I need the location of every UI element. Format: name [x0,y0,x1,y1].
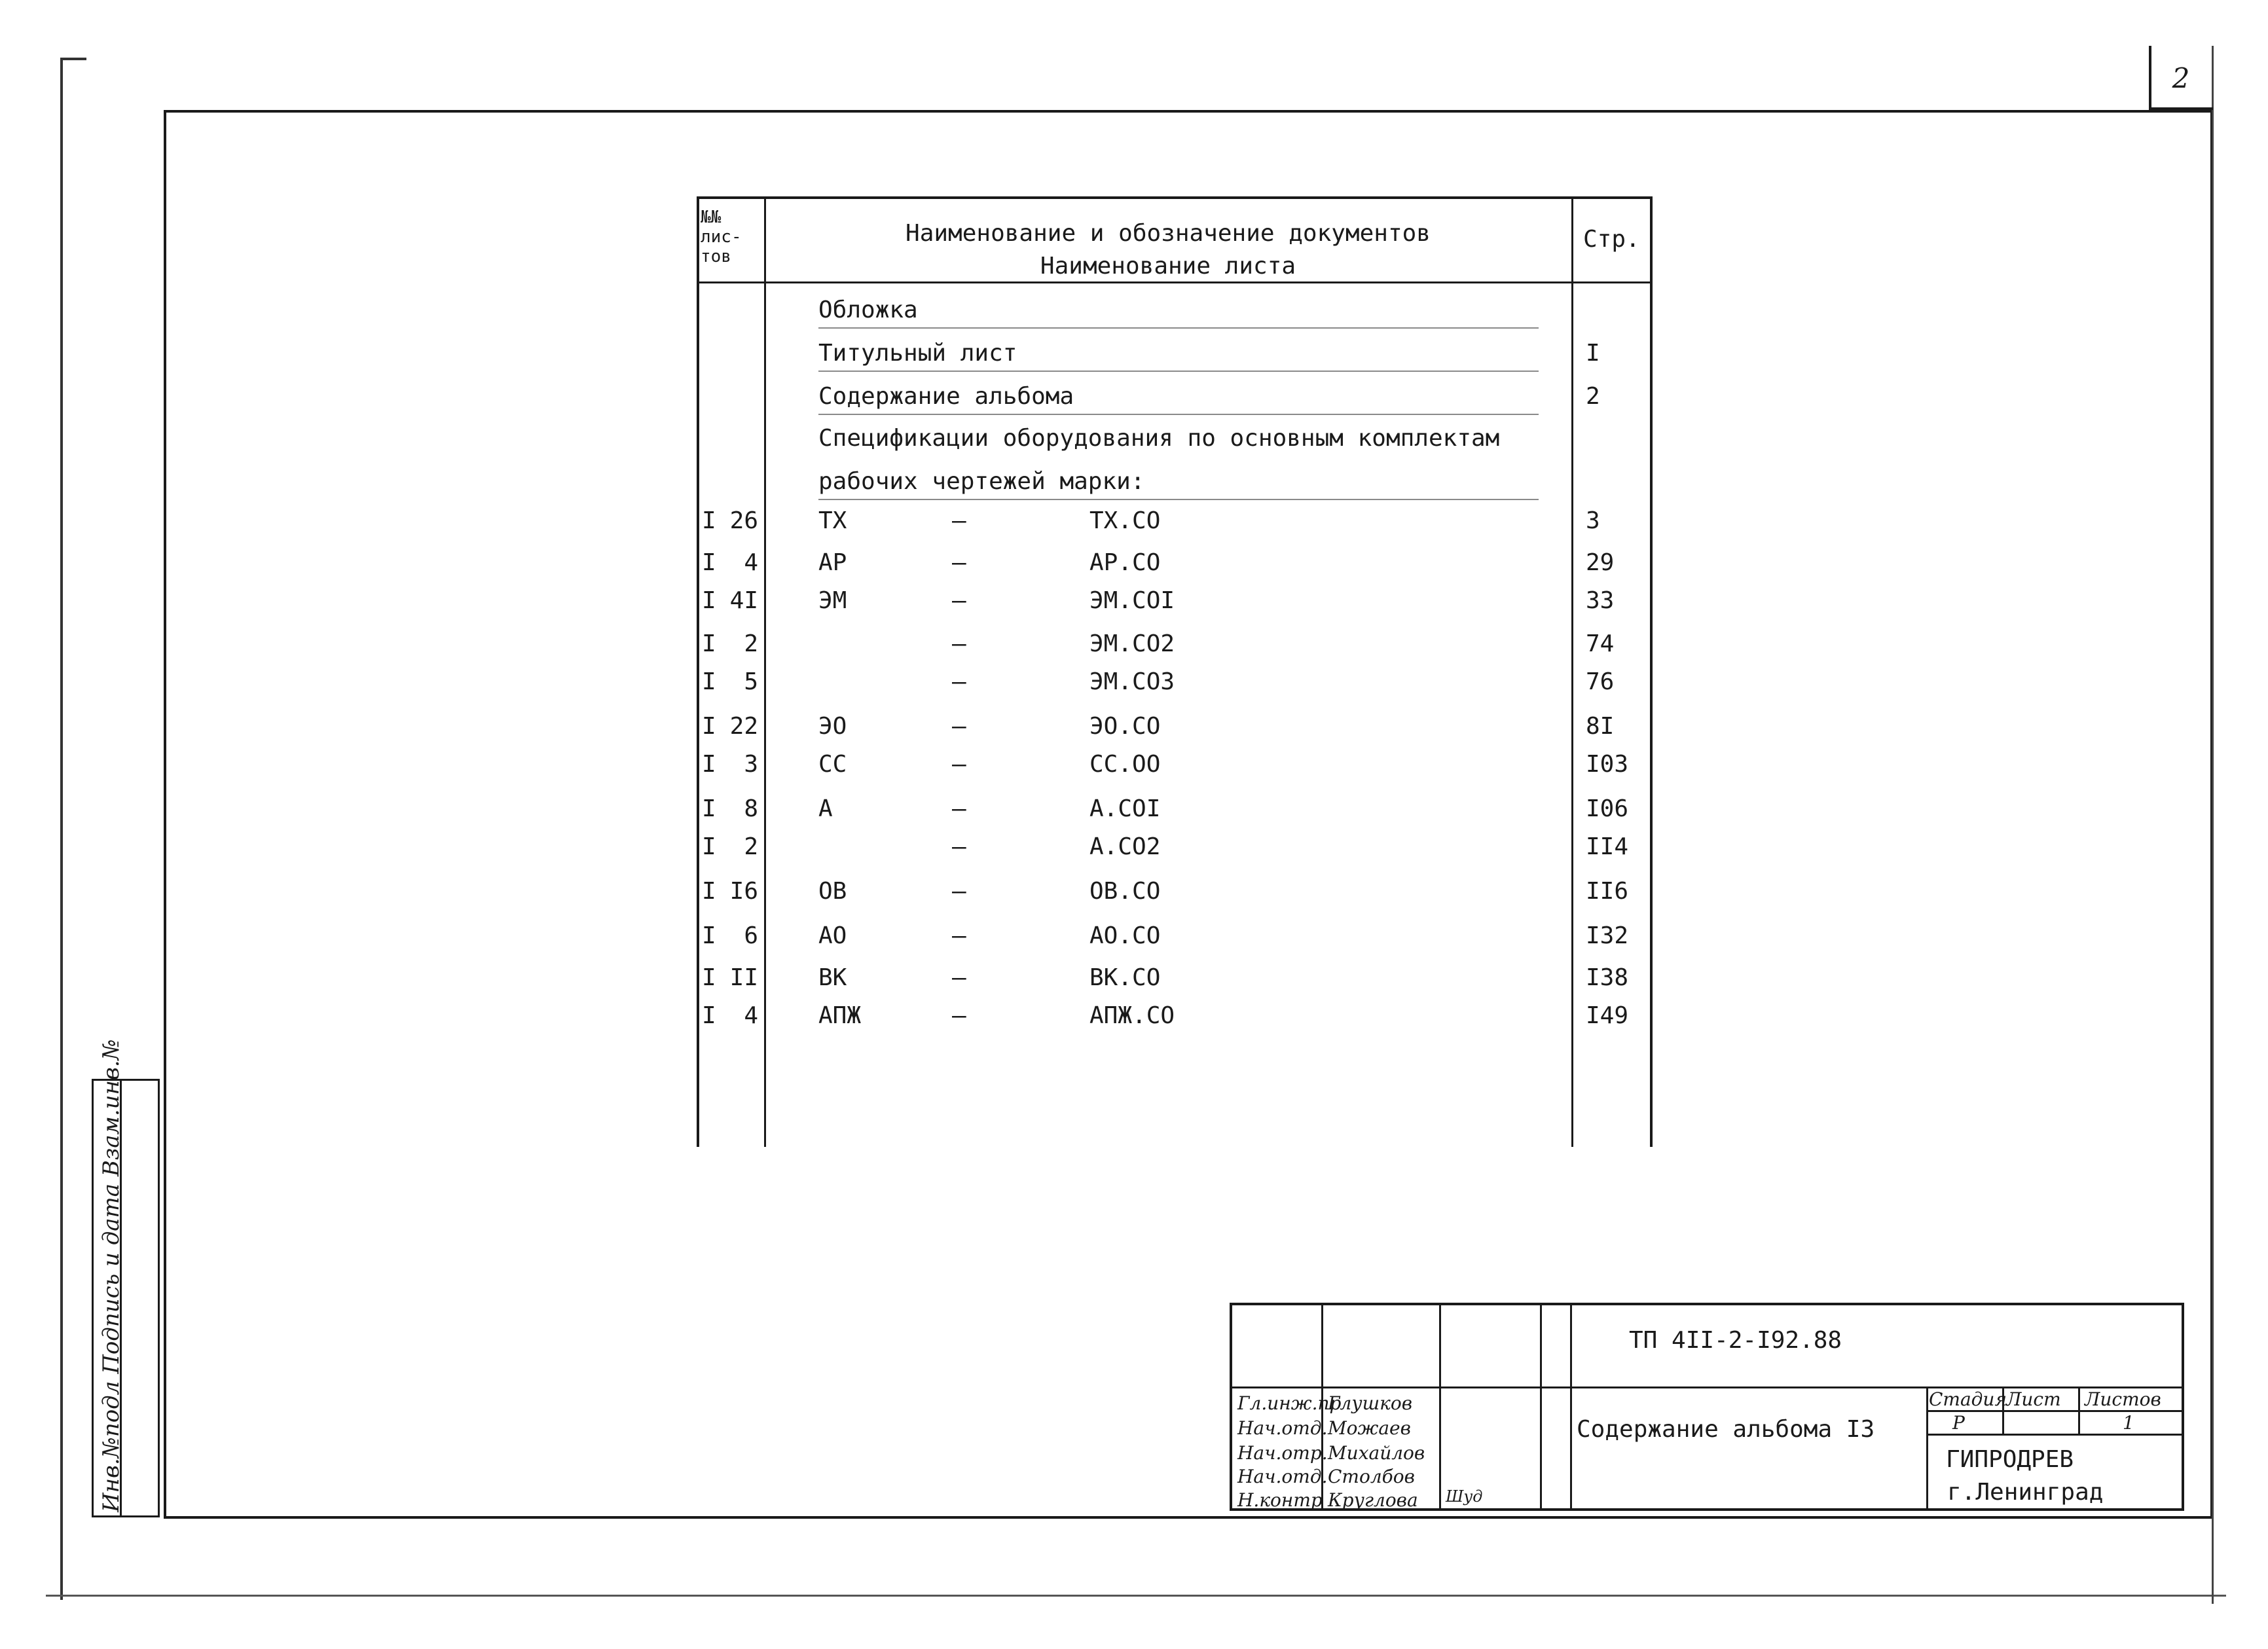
tb-rule [1926,1410,2184,1412]
row-code: ЭО.СО [1089,713,1161,740]
row-dash: – [952,630,966,657]
tb-divider [1439,1305,1441,1508]
row-code: АПЖ.СО [1089,1002,1175,1029]
row-first-sheet: I [702,713,716,740]
tb-rule [1926,1434,2184,1436]
document-title: Содержание альбома I3 [1577,1416,1875,1443]
row-code: А.СО2 [1089,833,1161,860]
row-dash: – [952,668,966,695]
row-sheet-count: 2 [744,630,758,657]
tb-divider [1926,1386,1928,1511]
sheet-label: Лист [2006,1388,2061,1410]
row-dash: – [952,878,966,905]
row-page: I06 [1586,795,1629,822]
row-page: II6 [1586,878,1629,905]
row-first-sheet: I [702,668,716,695]
row-sheet-count: 3 [744,751,758,778]
row-dash: – [952,507,966,534]
row-sheet-count: 26 [729,507,758,534]
row-mark: А [818,795,833,822]
row-page: I38 [1586,964,1629,991]
row-sheet-count: 2 [744,833,758,860]
row-page: I32 [1586,922,1629,949]
row-page: 33 [1586,587,1615,614]
side-stamp-label: Инв.№подл Подпись и дата Взам.инв.№ [98,1039,124,1512]
row-page: I03 [1586,751,1629,778]
role-title: Н.контр [1237,1489,1323,1511]
header-name-line1: Наименование и обозначение документов [905,220,1431,247]
top-margin-tick [60,58,86,60]
bottom-margin-line [46,1595,2226,1597]
intro-row-page: 2 [1586,383,1600,410]
tb-divider [2078,1386,2080,1434]
header-sheets-col [701,208,742,267]
row-sheet-count: 4 [744,1002,758,1029]
row-sheet-count: 5 [744,668,758,695]
row-page: 76 [1586,668,1615,695]
row-page: 8I [1586,713,1615,740]
table-col-divider [764,199,766,1147]
row-sheet-count: 8 [744,795,758,822]
table-col-divider [1571,199,1573,1147]
row-code: АО.СО [1089,922,1161,949]
left-margin-line [60,58,63,1600]
row-underline [818,327,1539,329]
header-sheets-line: лис- [701,227,742,247]
signature: Шуд [1446,1487,1483,1506]
row-first-sheet: I [702,964,716,991]
row-first-sheet: I [702,587,716,614]
role-person: Можаев [1328,1417,1411,1439]
role-title: Гл.инж.пр [1237,1392,1342,1414]
header-page-col: Стр. [1583,226,1640,253]
stage-value: Р [1952,1412,1965,1434]
role-title: Нач.отр. [1237,1442,1328,1464]
intro-row-name: Содержание альбома [818,383,1074,410]
row-sheet-count: 22 [729,713,758,740]
row-dash: – [952,795,966,822]
row-sheet-count: 4 [744,549,758,576]
right-margin-line [2212,46,2214,1604]
row-code: АР.СО [1089,549,1161,576]
row-dash: – [952,833,966,860]
contents-table [697,196,1653,1147]
row-page: I49 [1586,1002,1629,1029]
row-page: 3 [1586,507,1600,534]
row-mark: АР [818,549,847,576]
row-dash: – [952,713,966,740]
row-first-sheet: I [702,630,716,657]
row-first-sheet: I [702,507,716,534]
row-code: ЭМ.СО3 [1089,668,1175,695]
row-code: ТХ.СО [1089,507,1161,534]
row-mark: СС [818,751,847,778]
organization-city: г.Ленинград [1947,1479,2104,1506]
row-mark: ВК [818,964,847,991]
row-sheet-count: 6 [744,922,758,949]
row-mark: ЭМ [818,587,847,614]
row-mark: АО [818,922,847,949]
title-block [1230,1303,2184,1511]
header-sheets-line: №№ [701,208,722,227]
header-name-col [765,217,1571,283]
role-title: Нач.отд. [1237,1417,1328,1439]
row-first-sheet: I [702,751,716,778]
row-first-sheet: I [702,833,716,860]
row-code: ОВ.СО [1089,878,1161,905]
header-sheets-line: тов [701,246,731,266]
row-first-sheet: I [702,922,716,949]
sheets-value: 1 [2123,1412,2134,1434]
intro-row-name: рабочих чертежей марки: [818,468,1145,495]
row-first-sheet: I [702,549,716,576]
row-first-sheet: I [702,795,716,822]
row-page: 29 [1586,549,1615,576]
row-code: ЭМ.СОI [1089,587,1175,614]
intro-row-name: Обложка [818,297,918,323]
header-name-line2: Наименование листа [1040,253,1296,280]
row-mark: ОВ [818,878,847,905]
role-title: Нач.отд. [1237,1466,1328,1487]
row-sheet-count: 4I [729,587,758,614]
row-dash: – [952,1002,966,1029]
tb-divider [1570,1305,1572,1508]
row-underline [818,414,1539,415]
sheets-label: Листов [2085,1388,2161,1410]
row-mark: ТХ [818,507,847,534]
row-page: II4 [1586,833,1629,860]
tb-divider [1540,1305,1542,1508]
sheet-number: 2 [2172,62,2190,94]
row-underline [818,499,1539,500]
intro-row-name: Титульный лист [818,340,1017,367]
row-mark: АПЖ [818,1002,862,1029]
row-code: А.СОI [1089,795,1161,822]
row-dash: – [952,964,966,991]
role-person: Михайлов [1328,1442,1425,1464]
row-page: 74 [1586,630,1615,657]
row-code: ЭМ.СО2 [1089,630,1175,657]
row-sheet-count: I6 [729,878,758,905]
row-dash: – [952,549,966,576]
row-code: СС.ОО [1089,751,1161,778]
row-mark: ЭО [818,713,847,740]
row-sheet-count: II [729,964,758,991]
role-person: Столбов [1328,1466,1415,1487]
role-person: Глушков [1328,1392,1413,1414]
intro-row-page: I [1586,340,1600,367]
row-first-sheet: I [702,1002,716,1029]
row-first-sheet: I [702,878,716,905]
row-dash: – [952,922,966,949]
row-code: ВК.СО [1089,964,1161,991]
row-dash: – [952,751,966,778]
stage-label: Стадия [1929,1388,2007,1410]
intro-row-name: Спецификации оборудования по основным комплектам [818,425,1500,452]
role-person: Круглова [1328,1489,1418,1511]
row-underline [818,371,1539,372]
organization-name: ГИПРОДРЕВ [1946,1446,2074,1473]
document-designation: ТП 4II-2-I92.88 [1629,1327,1842,1354]
row-dash: – [952,587,966,614]
